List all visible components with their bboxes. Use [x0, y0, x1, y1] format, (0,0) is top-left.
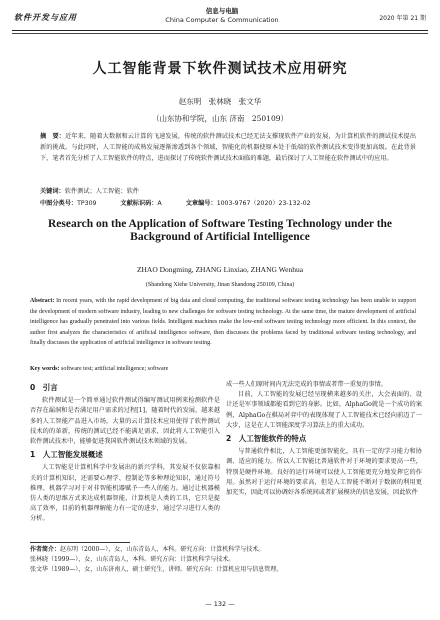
- article-title-en: Research on the Application of Software Testing Technology under the Background of Artificial Intelligence: [47, 218, 393, 243]
- affiliation-cn: （山东协和学院，山东 济南 250109）: [151, 114, 288, 123]
- journal-name: [162, 6, 282, 24]
- keywords-en-label: Key words:: [30, 366, 60, 372]
- paragraph: 目前，人工智能的发展已经呈现横来越多的关注，大会表面的、设计还是军事领域都能看到它的身影。比如，AlphaGo就是一个成功的案例，AlphaGo在棋局对弈中的表现体现了人工智能技术已经向前迈了一大步，这是在人工智能深度学习算法上的重大成功。: [226, 391, 422, 429]
- footnote-line: 张林晓（1999—），女，山东青岛人，本科。研究方向：计算机科学与技术。: [30, 556, 235, 563]
- abstract-en-label: Abstract:: [30, 298, 55, 304]
- clc-number: 中图分类号：TP309: [40, 200, 97, 207]
- keywords-cn-text: 软件测试；人工智能；软件: [64, 188, 139, 195]
- journal-name-en: China Computer & Communication: [165, 16, 279, 24]
- footnote-line: 作者简介：赵东明（2000—），女，山东青岛人，本科。研究方向：计算机科学与技术。: [30, 546, 265, 553]
- document-code: 文献标识码：A: [120, 200, 162, 207]
- abstract-cn-label: 摘 要：: [40, 133, 66, 140]
- keywords-en: [30, 366, 416, 372]
- author-footnote: [30, 545, 416, 575]
- section-heading-intro: 0 引言: [30, 383, 58, 392]
- header-rule: [12, 30, 428, 31]
- page-number: — 132 —: [205, 600, 235, 608]
- abstract-en: [30, 296, 416, 349]
- running-header: [12, 4, 428, 30]
- authors-en: ZHAO Dongming, ZHANG Linxiao, ZHANG Wenhua: [136, 265, 304, 274]
- paragraph: 软件测试是一个简单通过软件测试得编写测试用例来检测软件是否存在漏洞和是否满足用户需求的过程[1]，随着时代的发展，越来越多的人工智能产品进入市场，大量的云计算技术应用使得了软件测试技术的的革新，传统的测试已经不能满足需求，因此将人工智能引入软件测试技术中，能够促进我国软件测试技术领域的发展。: [30, 397, 220, 446]
- paragraph: 人工智能是计算机科学中发展出的新兴学科，其发展不仅依靠相关的计算机知识，还需要心理学、控制论等多种理论知识，通过符号推理、机器学习对于对非智能机器赋予一些人的能力。通过让机器模仿人类的思维方式来达成机器智能，计算机是人类的工具，它只是提高了效率，目前的机器理解能力有一定的进步，通过学习进行人类的分析。: [30, 464, 220, 523]
- body-column-left: [30, 380, 220, 525]
- issue-label: 2020 年第 21 期: [379, 15, 426, 22]
- section-heading-ai-software-features: 2 人工智能软件的特点: [226, 434, 307, 444]
- paragraph: 成一些人们原时间内无法完成的事情或者带一重复的事情。: [226, 381, 387, 388]
- section-heading-ai-overview: 1 人工智能发展概述: [30, 450, 103, 460]
- keywords-cn-label: 关键词：: [40, 188, 65, 195]
- affiliation-en: (Shandong Xiehe University, Jinan Shandong 250109, China): [145, 282, 295, 288]
- article-title-cn: 人工智能背景下软件测试技术应用研究: [92, 61, 348, 77]
- paragraph: 与普通软件相比，人工智能更加智能化，具有一定的学习能力和协调、适应的能力。所以人工智能比普通软件对于环境的要求更高一些，特别是硬件环境。良好的运行环境可以使人工智能更充分地发挥它的作用。虽然对于运行环境的要求高，但是人工智能不断对于数据的利用更加充实，因此可以协调好各系统间或者扩展模块的信息发展，因此软件: [226, 448, 422, 497]
- header-rule-thin: [12, 33, 428, 34]
- article-number: 文章编号：1003-9767（2020）23-132-02: [185, 200, 311, 207]
- journal-section-label: 软件开发与应用: [14, 13, 77, 22]
- abstract-en-text: In recent years, with the rapid development of big data and cloud computing, the traditional software testing technology has been unable to support the development of modern software industry, leading to new challenges for software testing technology. At the same time, the mature development of artificial intelligence has gradually penetrated into various fields. Intelligent machines make the low-end software testing technology more efficient. In this context, the author first analyzes the characteristics of artificial intelligence software, then discusses the problems faced by traditional software testing technology, and finally discusses the application of artificial intelligence in software testing.: [30, 298, 417, 347]
- footnote-rule: [30, 542, 130, 543]
- keywords-en-text: software test; artificial intelligence; software: [61, 366, 169, 372]
- footnote-line: 张文华（1989—），女，山东济南人，硕士研究生，讲师。研究方向：计算机应用与信息管理。: [30, 566, 283, 573]
- abstract-cn-text: 近年来，随着大数据和云计算的飞速发展，传统的软件测试技术已经无法支撑现软件产业的发展，为计算机软件的测试技术提出新的挑战。与此同时，人工智能的成熟发展逐渐渗透到各个领域，智能化的机器使原本处于低端的软件测试技术变得更加高级。在此背景下，笔者首先分析了人工智能软件的特点，进而探讨了传统软件测试技术面临的难题，最后探讨了人工智能在软件测试中的应用。: [40, 133, 417, 162]
- journal-name-cn: 信息与电脑: [205, 7, 239, 15]
- keywords-cn: [40, 186, 416, 195]
- classification-line: [40, 198, 416, 207]
- body-column-right: [226, 380, 422, 498]
- abstract-cn: [40, 132, 416, 164]
- authors-cn: 赵东明 张林晓 张文华: [178, 97, 262, 106]
